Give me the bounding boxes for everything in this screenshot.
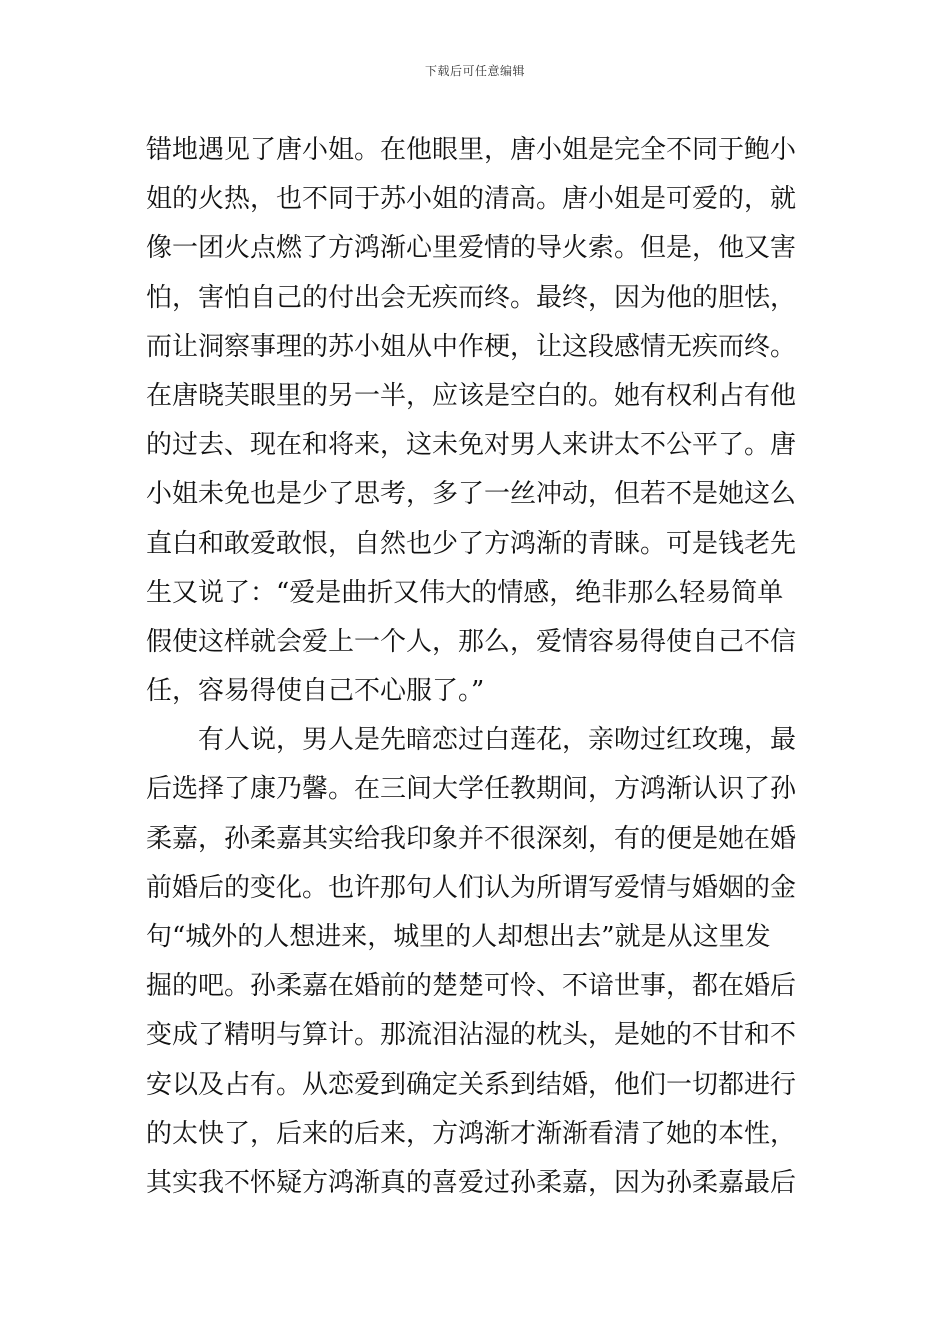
- text-line: 前婚后的变化。也许那句人们认为所谓写爱情与婚姻的金: [146, 872, 797, 903]
- text-line: 像一团火点燃了方鸿渐心里爱情的导火索。但是，他又害: [146, 233, 797, 264]
- text-line: 柔嘉，孙柔嘉其实给我印象并不很深刻，有的便是她在婚: [146, 823, 797, 854]
- text-line: 在唐晓芙眼里的另一半，应该是空白的。她有权利占有他: [146, 380, 797, 411]
- text-line: 句“城外的人想进来，城里的人却想出去”就是从这里发: [146, 922, 771, 952]
- text-line: 姐的火热，也不同于苏小姐的清高。唐小姐是可爱的，就: [146, 184, 797, 215]
- text-line: 任，容易得使自己不心服了。”: [146, 676, 485, 707]
- text-line: 安以及占有。从恋爱到确定关系到结婚，他们一切都进行: [146, 1069, 797, 1100]
- text-line: 有人说，男人是先暗恋过白莲花，亲吻过红玫瑰，最: [198, 725, 797, 756]
- text-line: 直白和敢爱敢恨，自然也少了方鸿渐的青睐。可是钱老先: [146, 528, 797, 559]
- text-line: 错地遇见了唐小姐。在他眼里，唐小姐是完全不同于鲍小: [146, 135, 797, 165]
- text-line: 掘的吧。孙柔嘉在婚前的楚楚可怜、不谙世事，都在婚后: [146, 971, 797, 1002]
- text-line: 的过去、现在和将来，这未免对男人来讲太不公平了。唐: [146, 430, 797, 461]
- text-line: 变成了精明与算计。那流泪沾湿的枕头，是她的不甘和不: [146, 1020, 797, 1051]
- text-line: 怕，害怕自己的付出会无疾而终。最终，因为他的胆怯，: [146, 282, 797, 313]
- text-line: 其实我不怀疑方鸿渐真的喜爱过孙柔嘉，因为孙柔嘉最后: [146, 1167, 797, 1198]
- text-line: 小姐未免也是少了思考，多了一丝冲动，但若不是她这么: [146, 479, 797, 510]
- text-line: 而让洞察事理的苏小姐从中作梗，让这段感情无疾而终。: [146, 331, 797, 362]
- body-text: [146, 126, 816, 1208]
- text-line: 假使这样就会爱上一个人，那么，爱情容易得使自己不信: [146, 626, 797, 657]
- header-note: 下载后可任意编辑: [424, 64, 525, 78]
- text-line: 后选择了康乃馨。在三间大学任教期间，方鸿渐认识了孙: [146, 774, 797, 805]
- text-line: 生又说了：“爱是曲折又伟大的情感，绝非那么轻易简单: [146, 577, 784, 608]
- text-line: 的太快了，后来的后来，方鸿渐才渐渐看清了她的本性，: [146, 1118, 797, 1149]
